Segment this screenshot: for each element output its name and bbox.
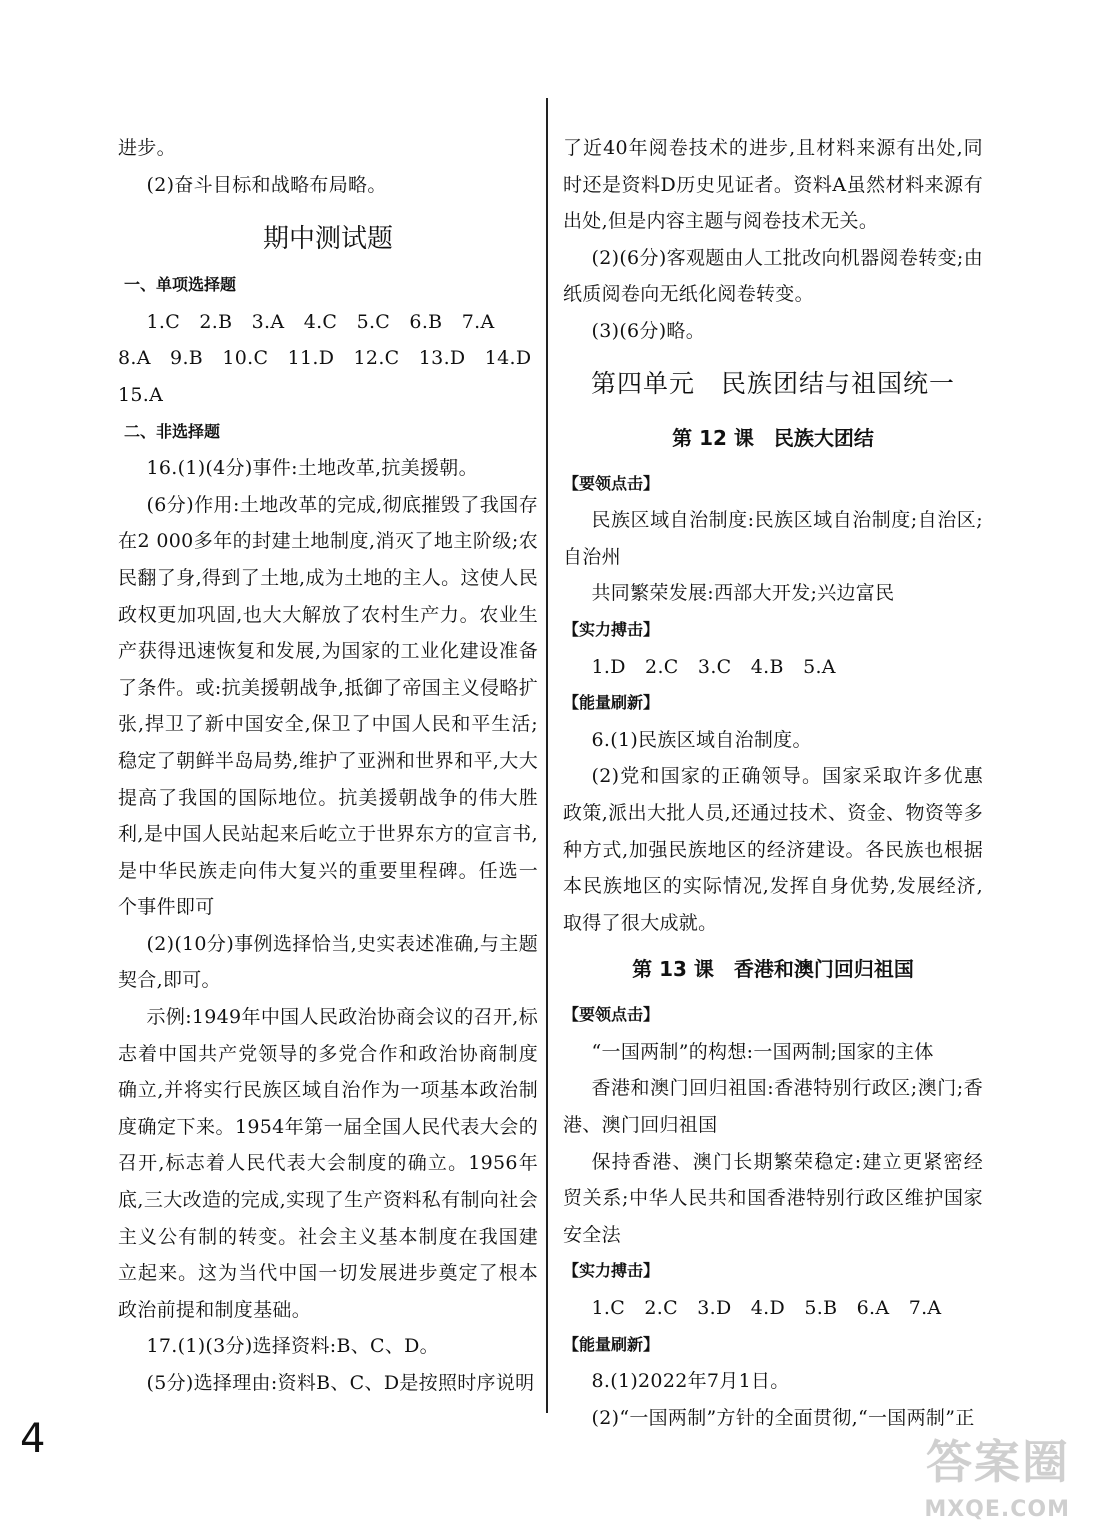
answer-line: 15.A <box>118 383 164 406</box>
lesson-title: 第 12 课 民族大团结 <box>672 425 874 450</box>
paragraph: (5分)选择理由:资料B、C、D是按照时序说明 <box>146 1372 535 1394</box>
paragraph: 共同繁荣发展:西部大开发;兴边富民 <box>591 582 895 605</box>
subsection-heading: 一、单项选择题 <box>124 275 237 295</box>
left-column <box>118 130 538 1402</box>
paragraph: 香港和澳门回归祖国:香港特别行政区;澳门;香港、澳门回归祖国 <box>563 1077 983 1137</box>
page-number: 4 <box>20 1416 46 1462</box>
paragraph: 17.(1)(3分)选择资料:B、C、D。 <box>146 1335 439 1358</box>
section-tag: 【实力搏击】 <box>563 619 660 639</box>
answer-line: 1.D 2.C 3.C 4.B 5.A <box>591 655 836 678</box>
paragraph: (3)(6分)略。 <box>591 319 706 342</box>
paragraph: (2)(10分)事例选择恰当,史实表述准确,与主题契合,即可。 <box>118 932 538 992</box>
paragraph: (2)(6分)客观题由人工批改向机器阅卷转变;由纸质阅卷向无纸化阅卷转变。 <box>563 246 983 306</box>
watermark-logo <box>896 1426 1076 1526</box>
paragraph: 16.(1)(4分)事件:土地改革,抗美援朝。 <box>146 457 478 480</box>
right-column <box>563 130 983 1436</box>
paragraph: (2)“一国两制”方针的全面贯彻,“一国两制”正 <box>591 1406 975 1429</box>
section-tag: 【要领点击】 <box>563 473 660 493</box>
paragraph: (2)奋斗目标和战略布局略。 <box>146 173 387 196</box>
paragraph: 保持香港、澳门长期繁荣稳定:建立更紧密经贸关系;中华人民共和国香港特别行政区维护国家安全法 <box>563 1150 983 1246</box>
paragraph: 民族区域自治制度:民族区域自治制度;自治区;自治州 <box>563 509 983 568</box>
answer-line: 1.C 2.C 3.D 4.D 5.B 6.A 7.A <box>591 1297 942 1320</box>
answer-line: 1.C 2.B 3.A 4.C 5.C 6.B 7.A <box>146 310 495 333</box>
section-title: 期中测试题 <box>262 224 393 255</box>
paragraph: 示例:1949年中国人民政治协商会议的召开,标志着中国共产党领导的多党合作和政治协商制度确立,并将实行民族区域自治作为一项基本政治制度确定下来。1954年第一届全国人民代表大会的召开,标志着人民代表大会制度的确立。1956年底,三大改造的完成,实现了生产资料私有制向社会主义公有制的转变。社会主义基本制度在我国建立起来。这为当代中国一切发展进步奠定了根本政治前提和制度基础。 <box>118 1006 538 1321</box>
paragraph: 了近40年阅卷技术的进步,且材料来源有出处,同时还是资料D历史见证者。资料A虽然材料来源有出处,但是内容主题与阅卷技术无关。 <box>563 137 983 233</box>
section-tag: 【能量刷新】 <box>563 693 660 713</box>
lesson-title: 第 13 课 香港和澳门回归祖国 <box>632 957 914 982</box>
column-divider <box>546 98 548 1413</box>
paragraph: (6分)作用:土地改革的完成,彻底摧毁了我国存在2 000多年的封建土地制度,消灭了地主阶级;农民翻了身,得到了土地,成为土地的主人。这使人民政权更加巩固,也大大解放了农村生产力。农业生产获得迅速恢复和发展,为国家的工业化建设准备了条件。或:抗美援朝战争,抵御了帝国主义侵略扩张,捍卫了新中国安全,保卫了中国人民和平生活;稳定了朝鲜半岛局势,维护了亚洲和世界和平,大大提高了我国的国际地位。抗美援朝战争的伟大胜利,是中国人民站起来后屹立于世界东方的宣言书,是中华民族走向伟大复兴的重要里程碑。任选一个事件即可 <box>118 493 538 919</box>
section-tag: 【要领点击】 <box>563 1005 660 1025</box>
paragraph: (2)党和国家的正确领导。国家采取许多优惠政策,派出大批人员,还通过技术、资金、物资等多种方式,加强民族地区的经济建设。各民族也根据本民族地区的实际情况,发挥自身优势,发展经济,取得了很大成就。 <box>563 765 983 934</box>
answer-line: 8.A 9.B 10.C 11.D 12.C 13.D 14.D <box>118 347 532 370</box>
section-tag: 【实力搏击】 <box>563 1261 660 1281</box>
unit-title: 第四单元 民族团结与祖国统一 <box>590 368 955 398</box>
paragraph: 进步。 <box>118 137 176 159</box>
paragraph: 6.(1)民族区域自治制度。 <box>591 728 812 751</box>
watermark-url: MXQE.COM <box>924 1497 1070 1522</box>
watermark-text: 答案圈 <box>926 1435 1070 1489</box>
section-tag: 【能量刷新】 <box>563 1334 660 1354</box>
paragraph: “一国两制”的构想:一国两制;国家的主体 <box>591 1040 934 1063</box>
paragraph: 8.(1)2022年7月1日。 <box>591 1370 790 1393</box>
subsection-heading: 二、非选择题 <box>124 421 221 441</box>
